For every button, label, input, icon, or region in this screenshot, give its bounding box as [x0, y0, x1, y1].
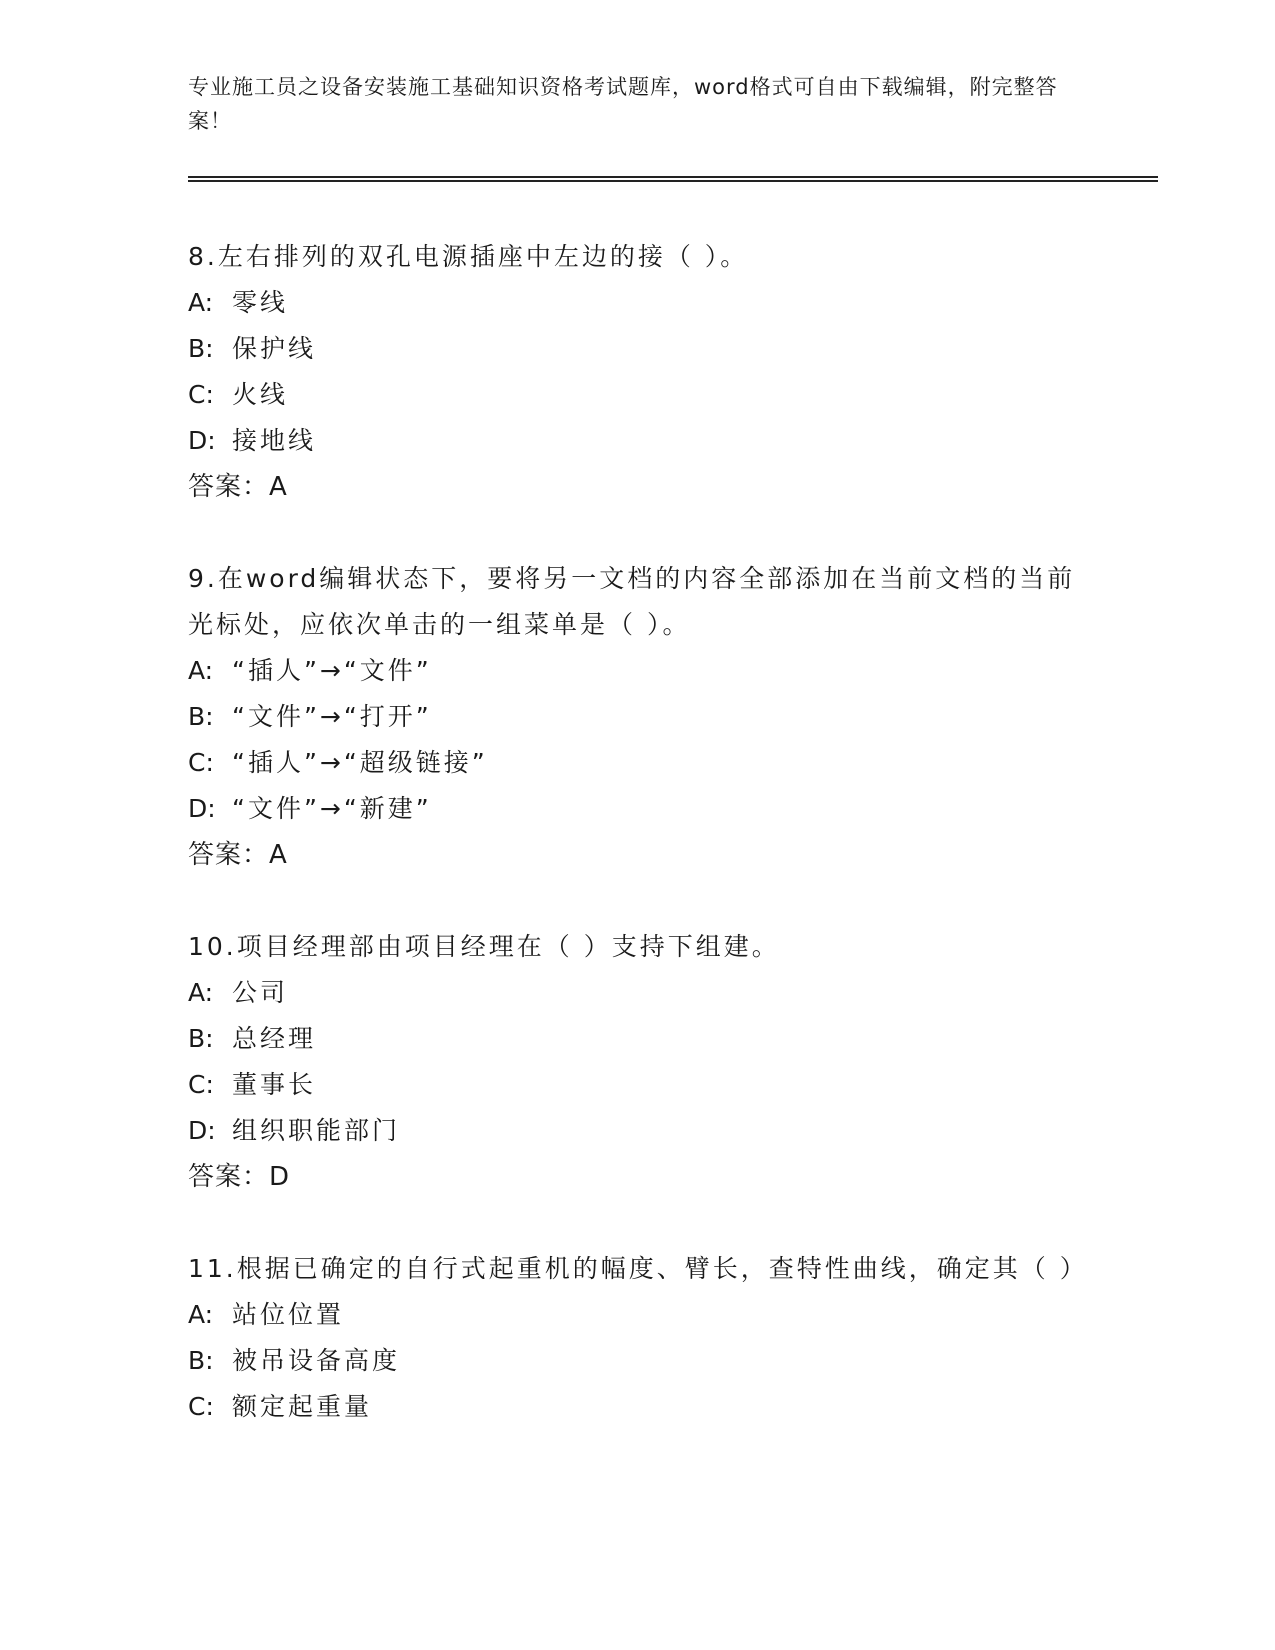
option-text: 总经理	[232, 1024, 317, 1053]
option-letter: D:	[188, 1116, 216, 1145]
option-letter: A:	[188, 288, 214, 317]
document-page	[188, 70, 1158, 1476]
option-c	[188, 740, 1158, 786]
option-text: 接地线	[232, 426, 317, 455]
option-letter: B:	[188, 334, 214, 363]
option-d	[188, 1108, 1158, 1154]
option-d	[188, 418, 1158, 464]
option-b	[188, 1338, 1158, 1384]
option-letter: C:	[188, 1070, 214, 1099]
option-letter: B:	[188, 1024, 214, 1053]
option-text: “插人”→“超级链接”	[232, 748, 488, 777]
question-11	[188, 1246, 1158, 1430]
option-letter: D:	[188, 794, 216, 823]
option-text: 董事长	[232, 1070, 317, 1099]
option-b	[188, 326, 1158, 372]
question-stem: 10.项目经理部由项目经理在（ ）支持下组建。	[188, 932, 780, 961]
option-text: “文件”→“打开”	[232, 702, 432, 731]
answer-line: 答案：D	[188, 1162, 291, 1192]
question-list	[188, 234, 1158, 1430]
option-letter: A:	[188, 656, 214, 685]
option-a	[188, 280, 1158, 326]
option-text: 站位位置	[232, 1300, 345, 1329]
option-c	[188, 372, 1158, 418]
question-stem: 11.根据已确定的自行式起重机的幅度、臂长，查特性曲线，确定其（ ）	[188, 1254, 1088, 1283]
option-letter: B:	[188, 702, 214, 731]
option-d	[188, 786, 1158, 832]
option-letter: D:	[188, 426, 216, 455]
option-a	[188, 970, 1158, 1016]
option-text: 公司	[232, 978, 289, 1007]
option-letter: A:	[188, 1300, 214, 1329]
document-header-title: 专业施工员之设备安装施工基础知识资格考试题库，word格式可自由下载编辑，附完整答案！	[188, 75, 1058, 133]
option-text: 保护线	[232, 334, 317, 363]
option-letter: C:	[188, 1392, 214, 1421]
option-text: 被吊设备高度	[232, 1346, 401, 1375]
option-letter: B:	[188, 1346, 214, 1375]
option-text: “插人”→“文件”	[232, 656, 432, 685]
question-10	[188, 924, 1158, 1200]
question-8	[188, 234, 1158, 510]
option-text: 火线	[232, 380, 289, 409]
answer-line: 答案：A	[188, 840, 288, 870]
option-text: “文件”→“新建”	[232, 794, 432, 823]
option-b	[188, 694, 1158, 740]
option-text: 零线	[232, 288, 289, 317]
option-c	[188, 1384, 1158, 1430]
option-letter: C:	[188, 748, 214, 777]
option-a	[188, 1292, 1158, 1338]
answer-line: 答案：A	[188, 472, 288, 502]
option-letter: C:	[188, 380, 214, 409]
header-double-rule	[188, 176, 1158, 182]
option-a	[188, 648, 1158, 694]
option-c	[188, 1062, 1158, 1108]
question-stem: 9.在word编辑状态下，要将另一文档的内容全部添加在当前文档的当前光标处，应依次单击的一组菜单是（ ）。	[188, 564, 1076, 639]
option-letter: A:	[188, 978, 214, 1007]
question-stem: 8.左右排列的双孔电源插座中左边的接（ ）。	[188, 242, 749, 271]
question-9	[188, 556, 1158, 878]
option-b	[188, 1016, 1158, 1062]
option-text: 组织职能部门	[232, 1116, 401, 1145]
option-text: 额定起重量	[232, 1392, 373, 1421]
